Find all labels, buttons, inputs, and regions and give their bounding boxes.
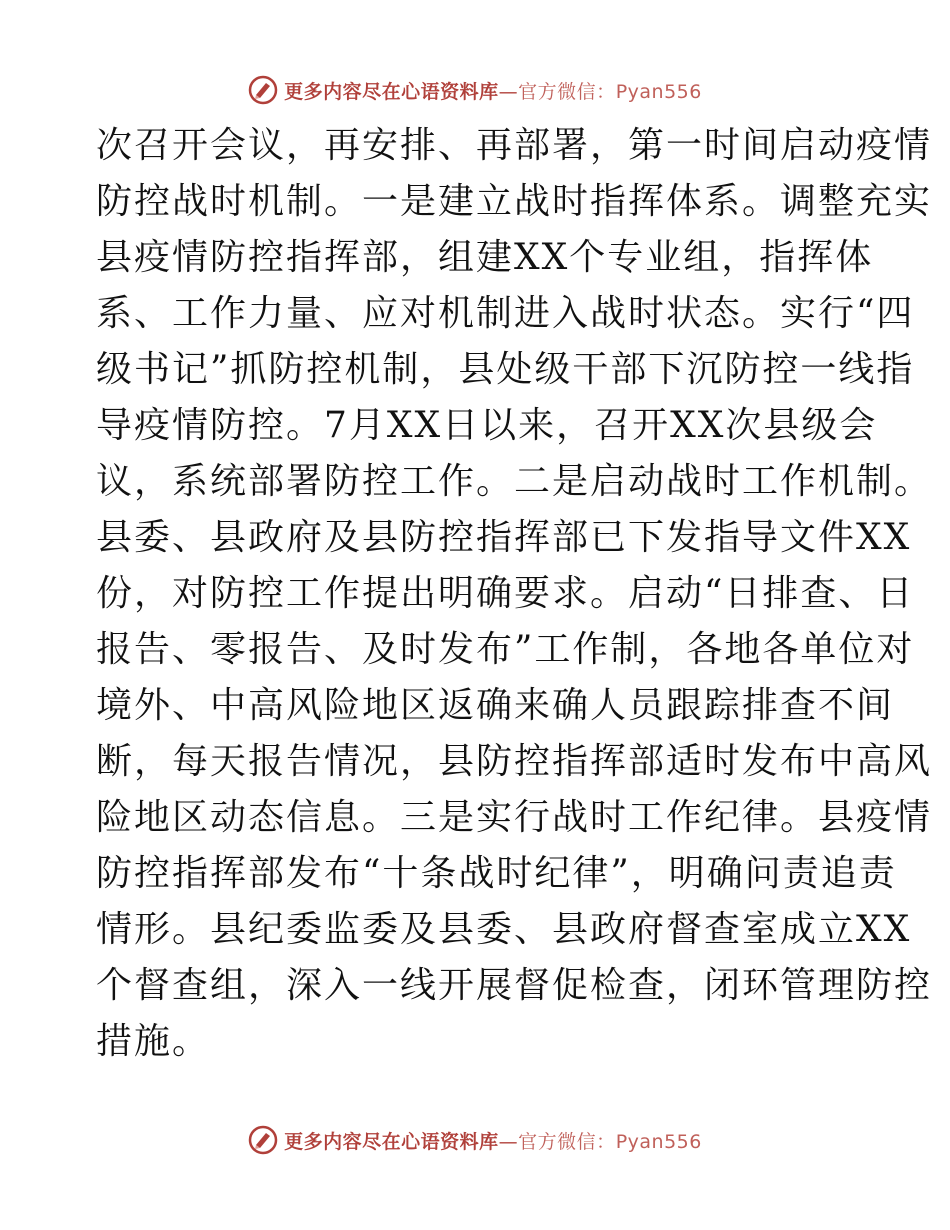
- body-line: 措施。: [96, 1021, 211, 1062]
- body-line: 级书记”抓防控机制，县处级干部下沉防控一线指: [96, 349, 915, 390]
- body-line: 断，每天报告情况，县防控指挥部适时发布中高风: [96, 741, 933, 782]
- footer-dash: —: [498, 1130, 519, 1153]
- header-site-name: 更多内容尽在心语资料库: [284, 80, 499, 103]
- body-line: 县委、县政府及县防控指挥部已下发指导文件XX: [96, 517, 912, 558]
- body-line: 境外、中高风险地区返确来确人员跟踪排查不间: [96, 685, 895, 726]
- body-line: 导疫情防控。7月XX日以来，召开XX次县级会: [96, 405, 878, 446]
- footer-wechat-label: 官方微信：: [518, 1130, 616, 1153]
- header-banner: [0, 70, 950, 110]
- footer-banner: [0, 1120, 950, 1160]
- body-line: 份，对防控工作提出明确要求。启动“日排查、日: [96, 573, 915, 614]
- footer-wechat-id: Pyan556: [615, 1130, 702, 1153]
- body-line: 报告、零报告、及时发布”工作制，各地各单位对: [96, 629, 915, 670]
- body-line: 险地区动态信息。三是实行战时工作纪律。县疫情: [96, 797, 933, 838]
- book-pen-logo-icon: [248, 1125, 278, 1155]
- body-line: 个督查组，深入一线开展督促检查，闭环管理防控: [96, 965, 933, 1006]
- body-line: 县疫情防控指挥部，组建XX个专业组，指挥体: [96, 237, 874, 278]
- header-wechat-id: Pyan556: [615, 80, 702, 103]
- header-dash: —: [498, 80, 519, 103]
- header-wechat-label: 官方微信：: [518, 80, 616, 103]
- book-pen-logo-icon: [248, 75, 278, 105]
- body-line: 防控指挥部发布“十条战时纪律”，明确问责追责: [96, 853, 897, 894]
- footer-site-name: 更多内容尽在心语资料库: [284, 1130, 499, 1153]
- body-line: 议，系统部署防控工作。二是启动战时工作机制。: [96, 461, 933, 502]
- body-line: 系、工作力量、应对机制进入战时状态。实行“四: [96, 293, 915, 334]
- body-line: 次召开会议，再安排、再部署，第一时间启动疫情: [96, 125, 933, 166]
- document-body: [96, 118, 933, 1070]
- body-line: 情形。县纪委监委及县委、县政府督查室成立XX: [96, 909, 912, 950]
- body-line: 防控战时机制。一是建立战时指挥体系。调整充实: [96, 181, 933, 222]
